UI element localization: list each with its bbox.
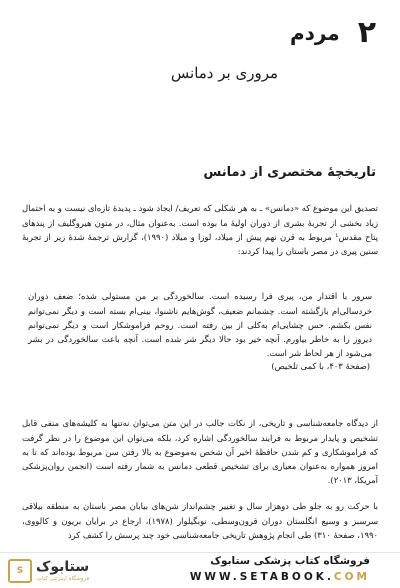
chapter-subtitle: مروری بر دمانس [170, 64, 278, 82]
shop-url-link[interactable] [190, 571, 370, 583]
logo-name: ستابوک [36, 558, 90, 575]
setabook-logo [8, 556, 108, 586]
section-title: تاریخچهٔ مختصری از دمانس [203, 165, 376, 180]
block-quote: سرور با اقتدار من، پیری فرا رسیده است. سالخوردگی بر من مستولی شده؛ ضعف دوران خردسالی‌ام بازگشته است. چشمانم ضعیف، گوش‌هایم ناشنوا، بینی‌ام بسته است و دیگر نمی‌توانم نفس بکشم. حس چشایی‌ام به‌کلی از بین رفته است. روحم فراموشکار است و دیگر نمی‌توانم دیروز را به خاطر بیاورم. آنچه خیر بود حالا دیگر شر شده است. آنچه باعث سالخوردگی در بشر می‌شود از هر لحاظ شر است. [28, 291, 372, 359]
logo-tagline: فروشگاه اینترنتی کتاب [36, 575, 90, 582]
body-paragraph-3: با حرکت رو به جلو طی دوهزار سال و تغییر چشم‌انداز شن‌های بیابان مصر باستان به منطقه بیلاقی سرسبز و وسیع انگلستان دوران قرون‌وسطی، نوبگیلوار (۱۹۷۸)، ارجاع در برایان بریون و کالووی، ۱۹۹۰، صفحهٔ ۳۱۰) طی انجام پژوهش تاریخی جامعه‌شناسی خود چند پرسش را کشف کرد [22, 501, 378, 540]
book-icon: S [8, 559, 32, 583]
body-paragraph-2: از دیدگاه جامعه‌شناسی و تاریخی، از نکات جالب در این متن می‌توان نه‌تنها به کلیشه‌های منفی قابل تشخیص و پایدار مربوط به فرایند سالخوردگی اشاره کرد، بلکه می‌توان این موضوع را در نظر گرفت که فراموشکاری و کم شدن حافظهٔ اخیر آن شخص به‌موضوع به بالا رفتن سن مربوط بوده‌اند که تا به امروز همواره به‌عنوان معیاری برای تشخیص قطعی دمانس به شمار رفته است (انجمن روان‌پزشکی آمریکا، ۲۰۱۳). [22, 418, 378, 486]
shop-name: فروشگاه کتاب پزشکی ستابوک [210, 555, 370, 567]
body-paragraph-1: تصدیق این موضوع که «دمانس» ـ به هر شکلی که تعریف/ ایجاد شود ـ پدیدهٔ تازه‌ای نیست و به احتمال زیاد بخشی از تجربهٔ بشری از دوران اولیهٔ ما بوده است. به‌عنوان مثال، در متون هیروگلیف از پندهای پتاح مقدس¹ مربوط به قرن نهم پیش از میلاد، لوزا و میلاد (۱۹۹۰)، گزارش ترجمهٔ شدهٔ زیر از تجربهٔ سنین پیری در مصر باستان را پیدا کردند: [22, 203, 378, 256]
url-main: WWW.SETABOOK. [189, 571, 334, 583]
chapter-title: مردم [289, 21, 340, 45]
chapter-heading [289, 15, 376, 50]
promo-footer [0, 552, 400, 588]
quote-reference: (صفحهٔ ۴۰۳، با کمی تلخیص) [271, 361, 370, 371]
url-suffix: COM [333, 571, 370, 583]
chapter-number: ۲ [357, 15, 376, 50]
